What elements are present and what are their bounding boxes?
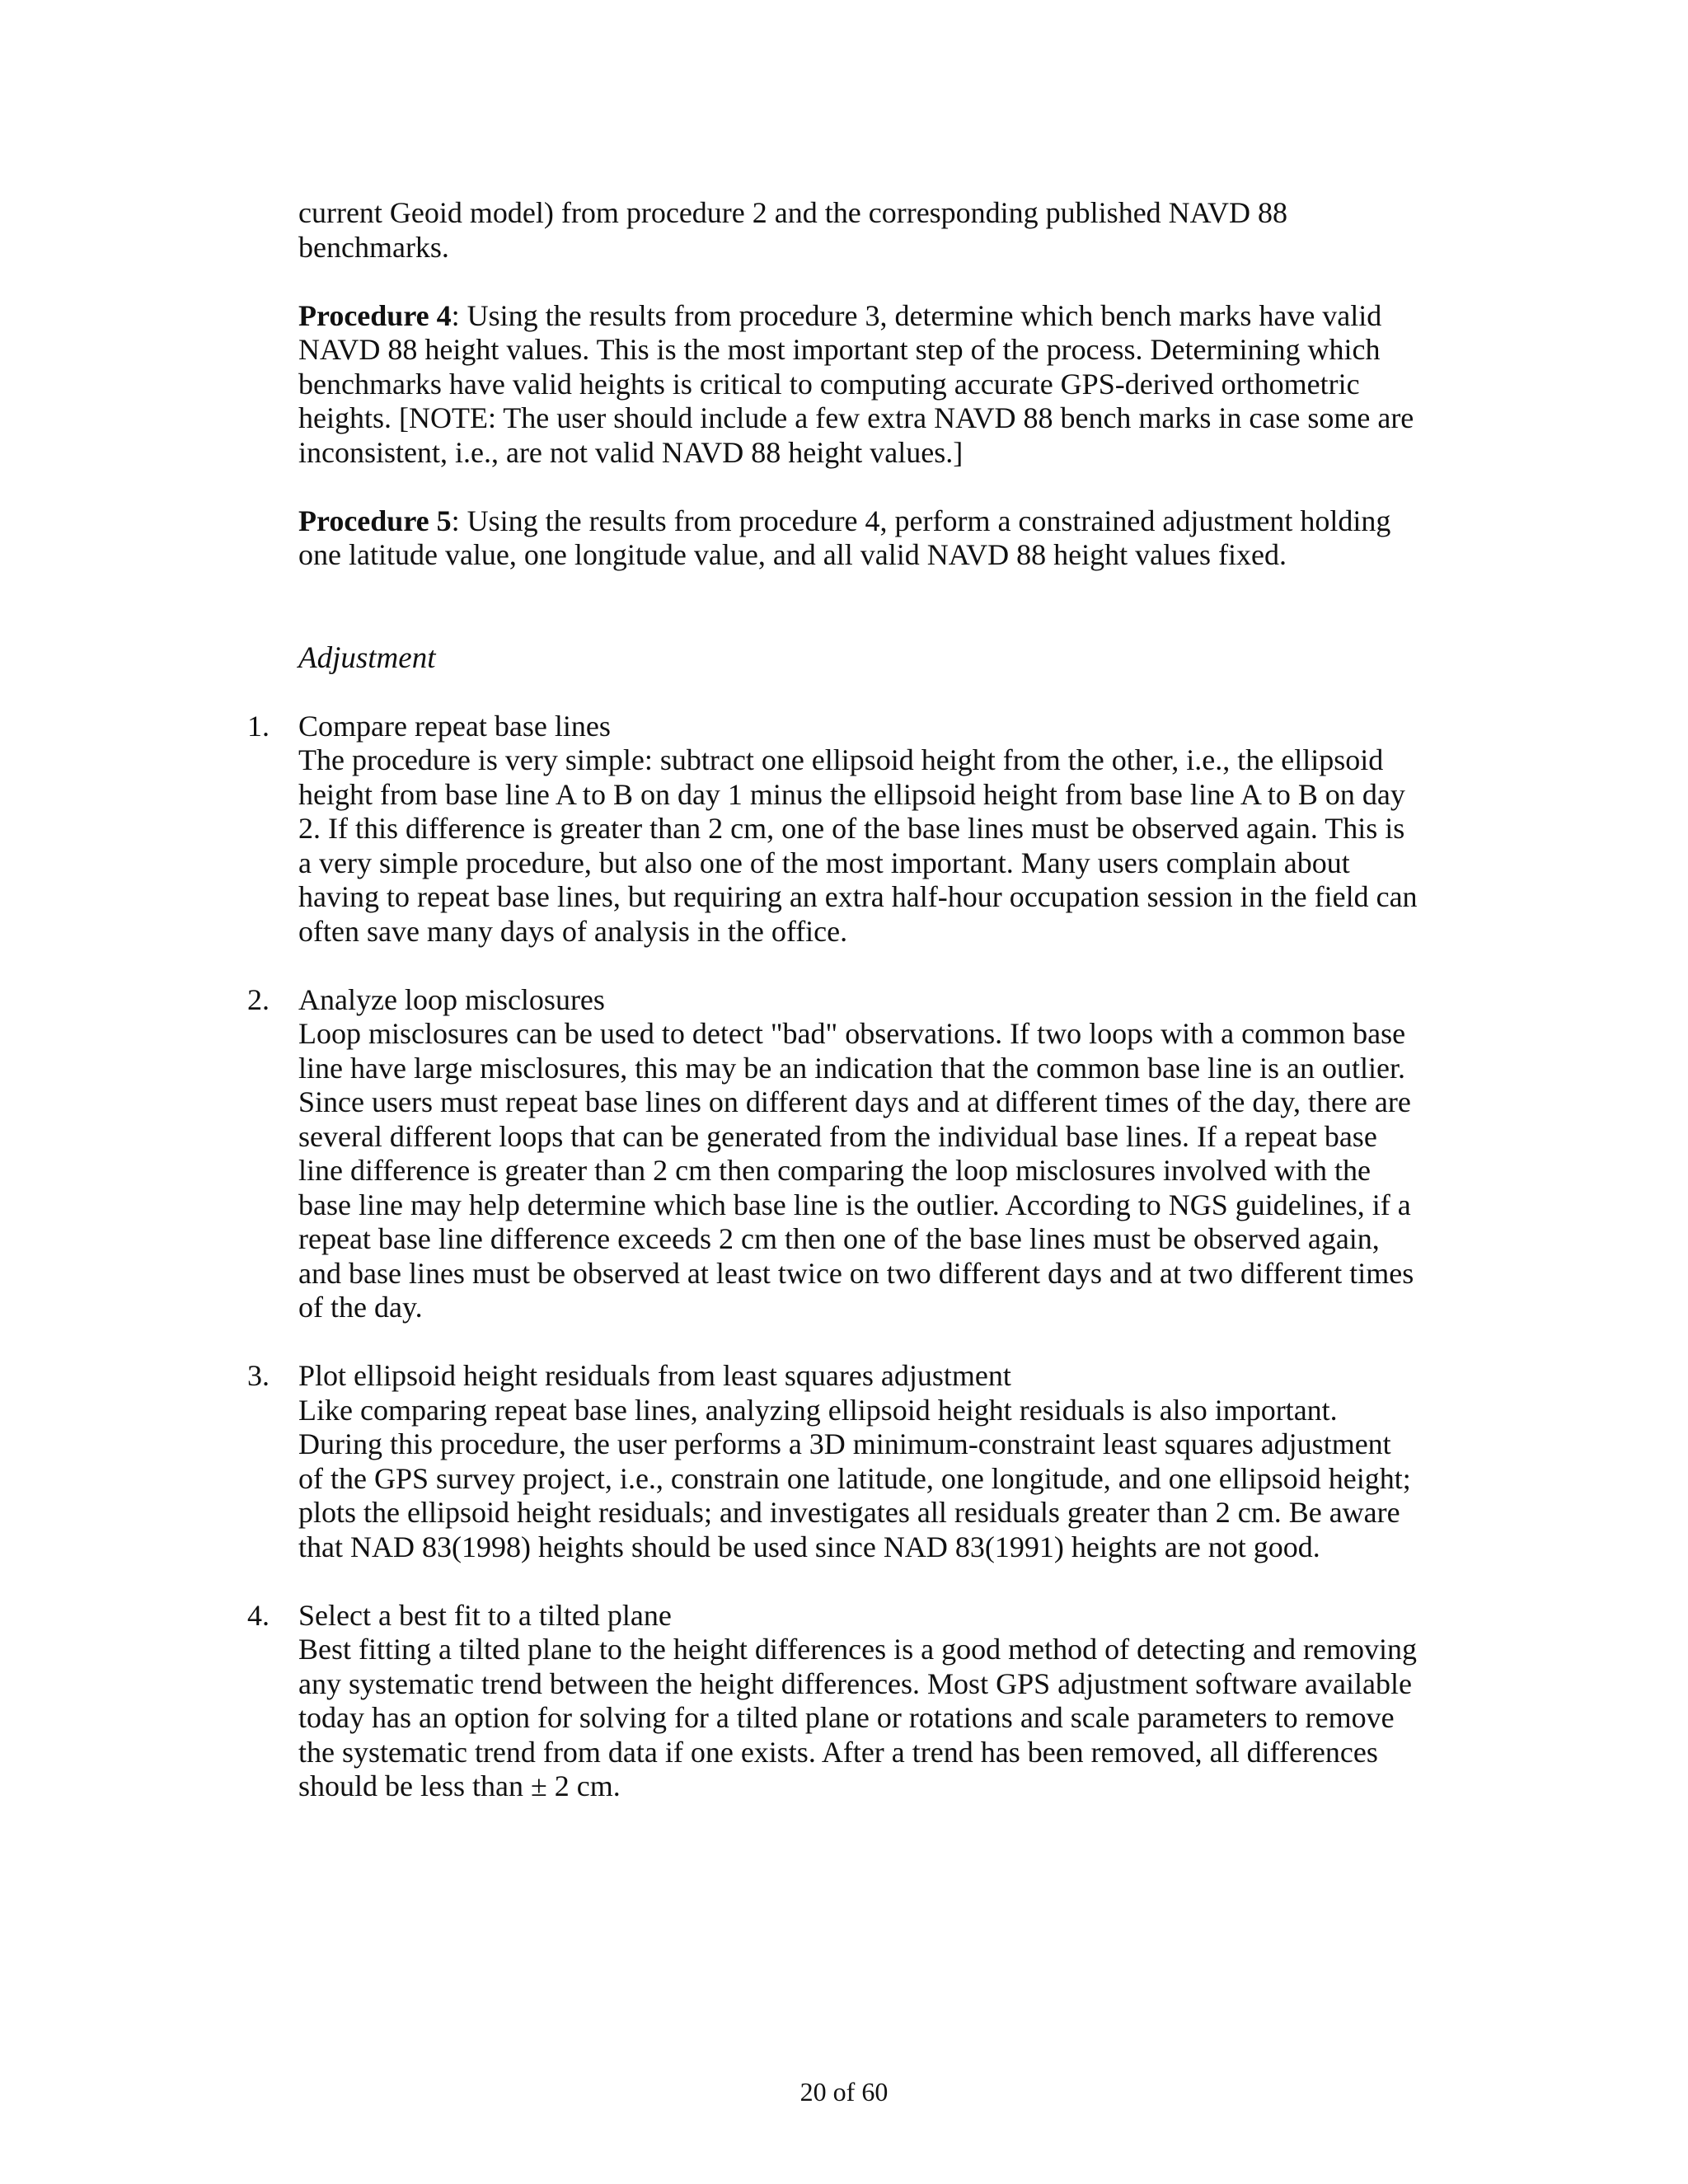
list-item-title: Select a best fit to a tilted plane <box>298 1598 672 1632</box>
list-item <box>247 709 1419 949</box>
procedure-5-paragraph <box>298 504 1419 573</box>
list-item-title: Compare repeat base lines <box>298 709 611 743</box>
list-item-number: 2. <box>247 982 270 1016</box>
page-number-footer: 20 of 60 <box>799 2077 889 2107</box>
list-item-title: Plot ellipsoid height residuals from least squares adjustment <box>298 1359 1011 1392</box>
list-item-number: 3. <box>247 1359 270 1392</box>
list-item <box>247 1598 1419 1804</box>
procedure-4-paragraph <box>298 299 1419 471</box>
list-item <box>247 1359 1419 1564</box>
procedure-5-text: : Using the results from procedure 4, perform a constrained adjustment holding one latitude value, one longitude value, and all valid NAVD 88 height values fixed. <box>298 504 1391 571</box>
list-item-number: 1. <box>247 709 270 743</box>
list-item-number: 4. <box>247 1598 270 1632</box>
list-item-body: The procedure is very simple: subtract one ellipsoid height from the other, i.e., the ellipsoid height from base line A to B on day 1 minus the ellipsoid height from base line A to B on day 2. If this difference is greater than 2 cm, one of the base lines must be observed again. This is a very simple procedure, but also one of the most important. Many users complain about having to repeat base lines, but requiring an extra half-hour occupation session in the field can often save many days of analysis in the office. <box>298 743 1418 948</box>
list-item-body: Like comparing repeat base lines, analyzing ellipsoid height residuals is also important. During this procedure, the user performs a 3D minimum-constraint least squares adjustment of the GPS survey project, i.e., constrain one latitude, one longitude, and one ellipsoid height; plots the ellipsoid height residuals; and investigates all residuals greater than 2 cm. Be aware that NAD 83(1998) heights should be used since NAD 83(1991) heights are not good. <box>298 1393 1411 1563</box>
adjustment-steps-list <box>247 709 1419 1804</box>
list-item <box>247 982 1419 1325</box>
procedure-4-label: Procedure 4 <box>298 298 452 332</box>
list-item-body: Loop misclosures can be used to detect "bad" observations. If two loops with a common base line have large misclosures, this may be an indication that the common base line is an outlier. Since users must repeat base lines on different days and at different times of the day, there are several different loops that can be generated from the individual base lines. If a repeat base line difference is greater than 2 cm then comparing the loop misclosures involved with the base line may help determine which base line is the outlier. According to NGS guidelines, if a repeat base line difference exceeds 2 cm then one of the base lines must be observed again, and base lines must be observed at least twice on two different days and at two different times of the day. <box>298 1017 1414 1324</box>
procedure-5-label: Procedure 5 <box>298 504 452 537</box>
page-content <box>247 196 1419 1838</box>
intro-continuation-paragraph: current Geoid model) from procedure 2 and the corresponding published NAVD 88 benchmarks. <box>298 196 1288 264</box>
section-heading-adjustment: Adjustment <box>298 640 436 675</box>
list-item-title: Analyze loop misclosures <box>298 982 605 1016</box>
list-item-body: Best fitting a tilted plane to the height differences is a good method of detecting and removing any systematic trend between the height differences. Most GPS adjustment software available today has an option for solving for a tilted plane or rotations and scale parameters to remove the systematic trend from data if one exists. After a trend has been removed, all differences should be less than ± 2 cm. <box>298 1633 1417 1802</box>
procedure-4-text: : Using the results from procedure 3, determine which bench marks have valid NAVD 88 height values. This is the most important step of the process. Determining which benchmarks have valid heights is critical to computing accurate GPS-derived orthometric heights. [NOTE: The user should include a few extra NAVD 88 bench marks in case some are inconsistent, i.e., are not valid NAVD 88 height values.] <box>298 298 1414 469</box>
